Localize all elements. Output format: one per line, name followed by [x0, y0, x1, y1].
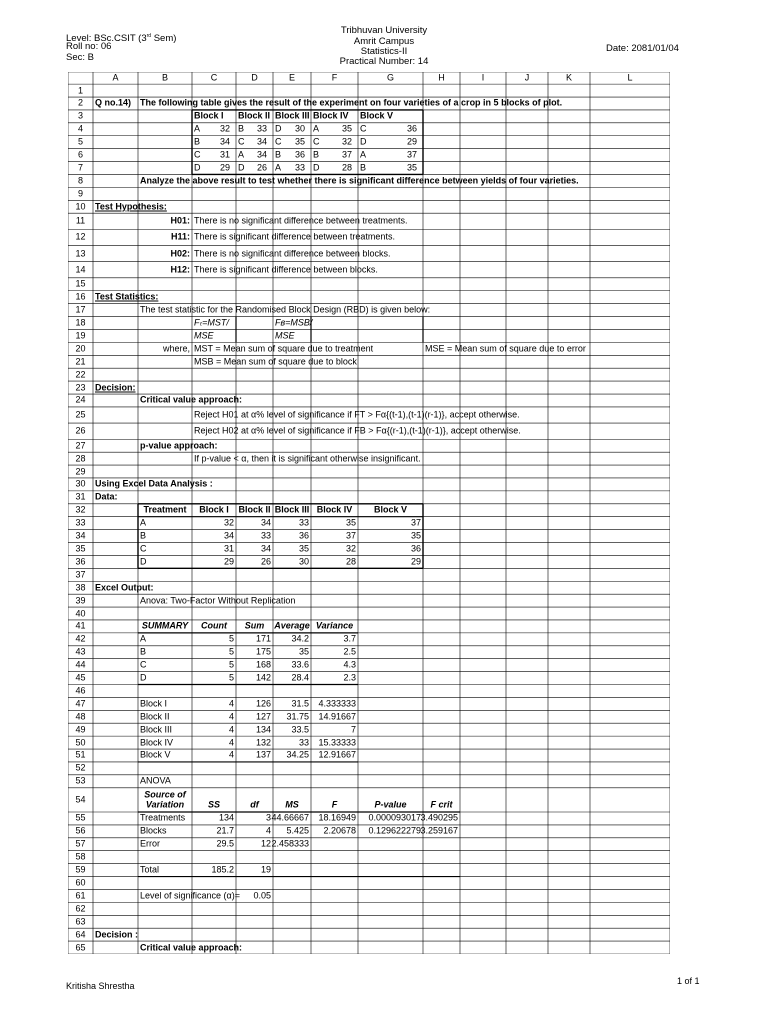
anova-value: 134	[218, 812, 234, 823]
summary-value: 126	[255, 698, 271, 709]
column-header: A	[112, 72, 119, 83]
data-treatment: C	[140, 543, 147, 554]
plot-yield: 32	[219, 123, 230, 134]
mse-definition: MSE = Mean sum of square due to error	[425, 343, 586, 354]
row-number: 60	[75, 877, 86, 888]
anova-value: 21.7	[216, 825, 234, 836]
summary-value: 4	[228, 749, 234, 760]
p-value-rule: If p-value < α, then it is significant otherwise insignificant.	[194, 453, 421, 464]
final-critical-heading: Critical value approach:	[140, 942, 243, 953]
row-number: 47	[75, 698, 86, 709]
plot-treatment: C	[238, 136, 245, 147]
data-header: Block III	[274, 504, 310, 515]
data-treatment: B	[140, 530, 147, 541]
row-number: 3	[77, 110, 84, 121]
question-number: Q no.14)	[95, 97, 132, 108]
row-number: 40	[75, 608, 86, 618]
data-treatment: D	[140, 556, 147, 567]
summary-value: 14.91667	[318, 711, 356, 722]
spreadsheet	[68, 72, 670, 954]
anova-header: F crit	[430, 799, 453, 810]
plot-yield: 33	[294, 162, 305, 173]
anova-total-label: Total	[140, 864, 160, 875]
anova-value: 18.16949	[318, 812, 356, 823]
data-value: 37	[345, 530, 356, 541]
row-number: 61	[75, 890, 86, 901]
summary-label: Block III	[140, 724, 173, 735]
where-label: where,	[162, 343, 190, 354]
row-number: 63	[75, 916, 86, 927]
row-number: 9	[77, 188, 84, 199]
row-number: 42	[75, 633, 86, 644]
summary-value: 2.3	[343, 672, 356, 683]
data-header: Block I	[199, 504, 229, 515]
summary-value: 5	[228, 659, 234, 670]
hypothesis-label: H12:	[170, 264, 190, 275]
summary-value: 137	[255, 749, 271, 760]
plot-treatment: C	[360, 123, 367, 134]
row-number: 41	[75, 620, 86, 631]
hypothesis-text: There is significant difference between blocks.	[194, 264, 378, 275]
anova-value: 0.000093017	[368, 812, 421, 823]
alpha-label: Level of significance (α)=	[140, 890, 241, 901]
summary-value: 168	[255, 659, 271, 670]
row-number: 34	[75, 530, 86, 541]
summary-label: Block I	[140, 698, 168, 709]
anova-header: P-value	[374, 799, 407, 810]
block-header: Block II	[238, 110, 271, 121]
summary-value: 31.5	[291, 698, 309, 709]
summary-label: C	[140, 659, 147, 670]
block-header: Block IV	[313, 110, 349, 121]
statistics-text: The test statistic for the Randomised Block Design (RBD) is given below:	[140, 304, 431, 315]
row-number: 27	[75, 440, 86, 451]
data-value: 29	[410, 556, 421, 567]
block-header: Block I	[194, 110, 224, 121]
summary-value: 4	[228, 737, 234, 748]
formula-ft: Fₜ=MST/	[194, 317, 229, 328]
column-header: G	[386, 72, 395, 83]
row-number: 57	[75, 838, 86, 849]
summary-header: SUMMARY	[141, 620, 189, 631]
block-header: Block V	[360, 110, 394, 121]
row-number: 39	[75, 595, 86, 606]
plot-yield: 35	[294, 136, 305, 147]
subject-text: Statistics-II	[360, 46, 408, 57]
summary-value: 4	[228, 711, 234, 722]
formula-ft-den: MSE	[194, 330, 214, 341]
anova-header: Variation	[145, 799, 185, 810]
summary-value: 28.4	[291, 672, 309, 683]
roll-text: Roll no: 06	[66, 41, 112, 52]
plot-treatment: D	[275, 123, 282, 134]
plot-treatment: C	[275, 136, 282, 147]
row-number: 17	[75, 304, 86, 315]
anova-header: F	[331, 799, 338, 810]
anova-source: Blocks	[140, 825, 167, 836]
row-number: 12	[75, 231, 86, 242]
hypothesis-label: H11:	[170, 231, 190, 242]
summary-value: 4	[228, 698, 234, 709]
row-number: 59	[75, 864, 86, 875]
excel-title: Using Excel Data Analysis :	[95, 478, 213, 489]
plot-yield: 35	[341, 123, 352, 134]
row-number: 51	[75, 749, 86, 760]
plot-treatment: B	[275, 149, 282, 160]
analyze-text: Analyze the above result to test whether there is significant difference between yields of four varieties.	[140, 175, 579, 186]
column-header: I	[481, 72, 485, 83]
level-text: Level: BSc.CSIT (3rd Sem)	[66, 33, 177, 45]
summary-value: 33.6	[291, 659, 309, 670]
plot-yield: 26	[256, 162, 267, 173]
row-number: 2	[77, 97, 84, 108]
data-title: Data:	[95, 491, 118, 502]
anova-header: MS	[285, 799, 299, 810]
row-number: 19	[75, 330, 86, 341]
anova-value: 44.66667	[271, 812, 309, 823]
anova-value: 5.425	[286, 825, 309, 836]
row-number: 16	[75, 291, 86, 302]
summary-header: Sum	[244, 620, 265, 631]
formula-fb: Fʙ=MSB/	[275, 317, 313, 328]
block-header: Block III	[275, 110, 310, 121]
row-number: 55	[75, 812, 86, 823]
data-value: 28	[345, 556, 356, 567]
row-number: 56	[75, 825, 86, 836]
data-header: Block IV	[316, 504, 353, 515]
row-number: 29	[75, 466, 86, 477]
formula-fb-den: MSE	[275, 330, 295, 341]
plot-treatment: D	[238, 162, 245, 173]
row-number: 38	[75, 582, 86, 593]
plot-yield: 33	[256, 123, 267, 134]
anova-value: 2.20678	[323, 825, 356, 836]
data-header: Block V	[373, 504, 408, 515]
summary-header: Count	[201, 620, 227, 631]
plot-yield: 36	[294, 149, 305, 160]
row-number: 15	[75, 278, 86, 289]
data-value: 35	[345, 517, 356, 528]
data-value: 31	[223, 543, 234, 554]
row-number: 45	[75, 672, 86, 683]
row-number: 22	[75, 369, 86, 380]
reject-h01-rule: Reject H01 at α% level of significance if FT > Fα{(t-1),(t-1)(r-1)}, accept otherwise.	[194, 409, 520, 420]
row-number: 50	[75, 737, 86, 748]
plot-yield: 34	[256, 149, 267, 160]
anova-title: Anova: Two-Factor Without Replication	[140, 595, 296, 606]
summary-label: A	[140, 633, 147, 644]
summary-label: Block V	[140, 749, 171, 760]
row-number: 53	[75, 775, 86, 786]
plot-yield: 36	[406, 123, 417, 134]
row-number: 33	[75, 517, 86, 528]
row-number: 4	[77, 123, 84, 134]
summary-value: 132	[255, 737, 271, 748]
row-number: 43	[75, 646, 86, 657]
hypothesis-label: H02:	[170, 248, 190, 259]
hypothesis-text: There is significant difference between treatments.	[194, 231, 395, 242]
row-number: 32	[75, 504, 86, 515]
summary-value: 34.2	[291, 633, 309, 644]
plot-treatment: C	[194, 149, 201, 160]
column-header: E	[288, 72, 296, 83]
row-number: 44	[75, 659, 86, 670]
row-number: 35	[75, 543, 86, 554]
plot-yield: 28	[341, 162, 352, 173]
summary-label: B	[140, 646, 147, 657]
plot-yield: 37	[406, 149, 417, 160]
plot-treatment: A	[238, 149, 245, 160]
anova-value: 0.129622279	[368, 825, 421, 836]
data-treatment: A	[140, 517, 147, 528]
data-value: 34	[260, 543, 271, 554]
alpha-value: 0.05	[253, 890, 271, 901]
plot-yield: 29	[406, 136, 417, 147]
summary-header: Variance	[315, 620, 354, 631]
anova-value: 12	[260, 838, 271, 849]
data-value: 32	[223, 517, 234, 528]
summary-header: Average	[274, 620, 310, 631]
plot-treatment: D	[360, 136, 367, 147]
row-number: 18	[75, 317, 86, 328]
decision-title: Decision:	[95, 382, 136, 393]
summary-label: D	[140, 672, 147, 683]
row-number: 6	[77, 149, 84, 160]
row-number: 10	[75, 201, 86, 212]
plot-yield: 29	[219, 162, 230, 173]
row-number: 58	[75, 851, 86, 862]
plot-yield: 30	[294, 123, 305, 134]
page-number: 1 of 1	[677, 976, 700, 986]
column-header: B	[161, 72, 169, 83]
data-value: 35	[298, 543, 309, 554]
data-value: 37	[410, 517, 421, 528]
summary-value: 3.7	[343, 633, 356, 644]
row-number: 37	[75, 569, 86, 580]
university-text: Tribhuvan University	[340, 25, 428, 36]
row-number: 28	[75, 453, 86, 464]
data-header: Treatment	[143, 504, 187, 515]
summary-value: 171	[255, 633, 271, 644]
data-value: 34	[260, 517, 271, 528]
plot-yield: 32	[341, 136, 352, 147]
anova-source: Error	[140, 838, 160, 849]
data-value: 33	[260, 530, 271, 541]
data-value: 32	[345, 543, 356, 554]
hypothesis-label: H01:	[170, 215, 190, 226]
row-number: 13	[75, 248, 86, 259]
anova-value: 29.5	[216, 838, 234, 849]
anova-value: 3	[265, 812, 271, 823]
hypothesis-text: There is no significant difference between treatments.	[194, 215, 408, 226]
row-number: 20	[75, 343, 86, 354]
row-number: 14	[75, 264, 86, 275]
anova-value: 2.458333	[271, 838, 309, 849]
summary-value: 4.333333	[318, 698, 356, 709]
data-value: 33	[298, 517, 309, 528]
plot-yield: 31	[219, 149, 230, 160]
plot-treatment: A	[275, 162, 282, 173]
row-number: 24	[75, 394, 86, 405]
msb-definition: MSB = Mean sum of square due to block	[194, 356, 357, 367]
hypothesis-title: Test Hypothesis:	[95, 201, 167, 212]
plot-treatment: B	[238, 123, 245, 134]
summary-value: 5	[228, 672, 234, 683]
plot-treatment: A	[194, 123, 201, 134]
summary-value: 4.3	[343, 659, 356, 670]
plot-yield: 34	[219, 136, 230, 147]
column-header: J	[524, 72, 530, 83]
row-number: 65	[75, 942, 86, 953]
summary-value: 12.91667	[318, 749, 356, 760]
anova-value: 3.490295	[420, 812, 458, 823]
column-header: C	[210, 72, 218, 83]
row-number: 36	[75, 556, 86, 567]
author-name: Kritisha Shrestha	[66, 981, 135, 991]
practical-text: Practical Number: 14	[339, 56, 429, 67]
row-number: 31	[75, 491, 86, 502]
data-value: 36	[298, 530, 309, 541]
plot-treatment: B	[313, 149, 320, 160]
anova-header: df	[250, 799, 259, 810]
plot-yield: 35	[406, 162, 417, 173]
column-header: D	[251, 72, 258, 83]
column-header: F	[331, 72, 338, 83]
summary-value: 4	[228, 724, 234, 735]
critical-value-heading: Critical value approach:	[140, 394, 243, 405]
data-value: 29	[223, 556, 234, 567]
row-number: 30	[75, 478, 86, 489]
summary-value: 127	[255, 711, 271, 722]
anova-total-value: 185.2	[211, 864, 234, 875]
row-number: 54	[75, 794, 86, 805]
summary-value: 33	[298, 737, 309, 748]
data-value: 34	[223, 530, 234, 541]
anova-header: Source of	[144, 789, 186, 800]
problem-statement: The following table gives the result of the experiment on four varieties of a crop in 5 blocks of plot.	[140, 97, 563, 108]
plot-treatment: D	[194, 162, 201, 173]
row-number: 52	[75, 762, 86, 773]
row-number: 7	[77, 162, 84, 173]
row-number: 11	[75, 215, 86, 226]
row-number: 1	[77, 85, 84, 96]
plot-treatment: A	[360, 149, 367, 160]
final-decision-title: Decision :	[95, 929, 139, 940]
mst-definition: MST = Mean sum of square due to treatment	[194, 343, 374, 354]
row-number: 46	[75, 685, 86, 696]
plot-yield: 37	[341, 149, 352, 160]
row-number: 23	[75, 382, 86, 393]
summary-value: 34.25	[286, 749, 309, 760]
anova-source: Treatments	[140, 812, 186, 823]
anova-header: SS	[207, 799, 221, 810]
row-number: 8	[77, 175, 84, 186]
data-value: 36	[410, 543, 421, 554]
row-number: 25	[75, 409, 86, 420]
summary-value: 5	[228, 633, 234, 644]
row-number: 64	[75, 929, 86, 940]
summary-value: 33.5	[291, 724, 309, 735]
data-value: 35	[410, 530, 421, 541]
row-number: 21	[75, 356, 86, 367]
plot-treatment: A	[313, 123, 320, 134]
anova-label: ANOVA	[140, 775, 171, 786]
p-value-heading: p-value approach:	[140, 440, 218, 451]
plot-treatment: C	[313, 136, 320, 147]
reject-h02-rule: Reject H02 at α% level of significance if FB > Fα{(r-1),(t-1)(r-1)}, accept otherwise.	[194, 425, 521, 436]
summary-label: Block II	[140, 711, 170, 722]
row-number: 5	[77, 136, 84, 147]
plot-treatment: B	[360, 162, 367, 173]
summary-value: 175	[255, 646, 271, 657]
column-header: L	[627, 72, 633, 83]
statistics-title: Test Statistics:	[95, 291, 159, 302]
column-header: K	[565, 72, 573, 83]
summary-value: 31.75	[286, 711, 309, 722]
data-value: 26	[260, 556, 271, 567]
row-number: 49	[75, 724, 86, 735]
plot-treatment: B	[194, 136, 201, 147]
date-text: Date: 2081/01/04	[606, 43, 679, 54]
row-number: 26	[75, 425, 86, 436]
summary-value: 35	[298, 646, 309, 657]
anova-value: 4	[265, 825, 271, 836]
data-header: Block II	[238, 504, 271, 515]
summary-value: 2.5	[343, 646, 356, 657]
summary-label: Block IV	[140, 737, 174, 748]
data-value: 30	[298, 556, 309, 567]
row-number: 48	[75, 711, 86, 722]
row-number: 62	[75, 903, 86, 914]
summary-value: 15.33333	[318, 737, 356, 748]
hypothesis-text: There is no significant difference between blocks.	[194, 248, 391, 259]
summary-value: 5	[228, 646, 234, 657]
plot-treatment: D	[313, 162, 320, 173]
column-header: H	[438, 72, 445, 83]
summary-value: 134	[255, 724, 271, 735]
summary-value: 7	[350, 724, 356, 735]
anova-value: 3.259167	[420, 825, 458, 836]
campus-text: Amrit Campus	[353, 36, 415, 47]
sec-text: Sec: B	[66, 52, 94, 63]
summary-value: 142	[255, 672, 271, 683]
anova-total-value: 19	[260, 864, 271, 875]
excel-output-title: Excel Output:	[95, 582, 154, 593]
plot-yield: 34	[256, 136, 267, 147]
